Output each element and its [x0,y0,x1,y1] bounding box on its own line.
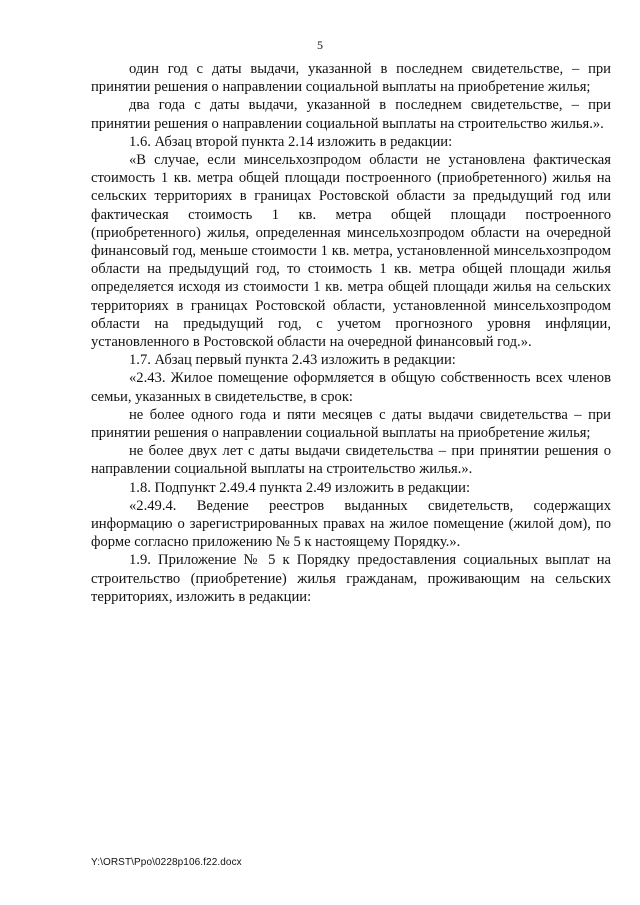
footer-file-path: Y:\ORST\Ppo\0228p106.f22.docx [91,857,242,868]
paragraph-item-1-7-heading: 1.7. Абзац первый пункта 2.43 изложить в редакции: [129,352,456,369]
paragraph-item-1-6-heading: 1.6. Абзац второй пункта 2.14 изложить в редакции: [129,133,453,150]
paragraph-two-years-limit: не более двух лет с даты выдачи свидетельства – при принятии решения о направлении социальной выплаты на строительство жилья.». [91,443,611,478]
paragraph-item-2-14-text: «В случае, если минсельхозпродом области не установлена фактическая стоимость 1 кв. метра общей площади построенного (приобретенного) жилья на сельских территориях в границах Ростовской области за предыдущий год или фактическая стоимость 1 кв. метра общей площади построенного (приобретенного) жилья, определенная минсельхозпродом области на очередной финансовый год, меньше стоимости 1 кв. метра, установленной минсельхозпродом области на предыдущий год, то стоимость 1 кв. метра общей площади жилья определяется исходя из стоимости 1 кв. метра общей площади жилья на сельских территориях в границах Ростовской области, установленной минсельхозпродом области на предыдущий год, с учетом прогнозного уровня инфляции, установленного в Ростовской области на очередной финансовый год.». [91,152,611,351]
document-body [91,60,611,606]
paragraph-item-2-43-text: «2.43. Жилое помещение оформляется в общую собственность всех членов семьи, указанных в свидетельстве, в срок: [91,370,611,405]
paragraph-item-1-9-text: 1.9. Приложение № 5 к Порядку предоставления социальных выплат на строительство (приобретение) жилья гражданам, проживающим на сельских территориях, изложить в редакции: [91,552,611,605]
paragraph-item-2-49-4-text: «2.49.4. Ведение реестров выданных свидетельств, содержащих информацию о зарегистрированных правах на жилое помещение (жилой дом), по форме согласно приложению № 5 к настоящему Порядку.». [91,497,611,551]
page-number: 5 [317,38,323,52]
paragraph-one-year-purchase: один год с даты выдачи, указанной в последнем свидетельстве, – при принятии решения о направлении социальной выплаты на приобретение жилья; [91,61,611,96]
paragraph-two-years-construction: два года с даты выдачи, указанной в последнем свидетельстве, – при принятии решения о направлении социальной выплаты на строительство жилья.». [91,97,611,132]
paragraph-item-1-8-heading: 1.8. Подпункт 2.49.4 пункта 2.49 изложить в редакции: [129,479,471,496]
paragraph-one-year-five-months: не более одного года и пяти месяцев с даты выдачи свидетельства – при принятии решения о направлении социальной выплаты на приобретение жилья; [91,406,611,442]
